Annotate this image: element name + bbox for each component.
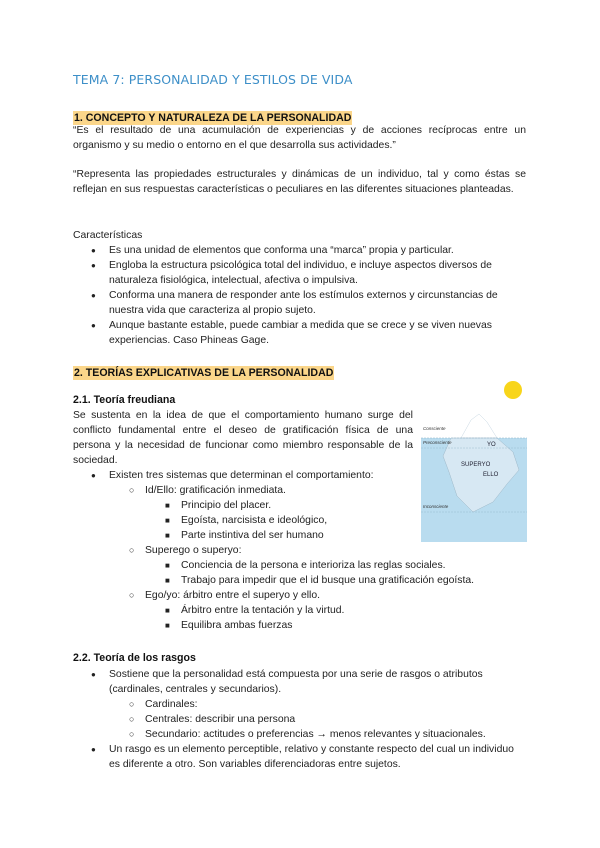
definition-quote-1: “Es el resultado de una acumulación de experiencias y de acciones recíprocas entre un organismo y su medio o entorno en el que desarrolla sus actividades.” [73,125,526,151]
sun-icon [504,381,522,399]
subsection-traits-heading: 2.2. Teoría de los rasgos [73,652,196,664]
characteristics-list [91,243,526,348]
definition-quote-2: “Representa las propiedades estructurales y dinámicas de un individuo, tal y como éstas se reflejan en sus respuestas características o peculiares en las diferentes situaciones planteadas. [73,169,526,195]
list-item: ○ Secundario: actitudes o preferencias → menos relevantes y situacionales. [129,727,527,742]
list-item: ■ Principio del placer. [165,498,551,513]
label-superyo: SUPERYO [461,462,491,468]
list-item: ■ Parte instintiva del ser humano [165,528,551,543]
list-item: ○ Superego o superyo: ■ Conciencia de la persona e interioriza las reglas sociales. ■ Trabajo para impedir que el id busque una gratificación egoísta. [129,543,551,588]
list-item: ○ Ego/yo: árbitro entre el superyo y ello. ■ Árbitro entre la tentación y la virtud. ■ Equilibra ambas fuerzas [129,588,551,633]
list-item: ● Engloba la estructura psicológica total del individuo, e incluye aspectos diversos de naturaleza fisiológica, intelectual, afectiva o impulsiva. [91,258,526,288]
label-yo: YO [487,442,496,448]
list-item: ○ Centrales: describir una persona [129,712,527,727]
list-item: ● Conforma una manera de responder ante los estímulos externos y circunstancias de nuestra vida que caracteriza al propio sujeto. [91,288,526,318]
label-inconsciente: Inconsciente [423,504,449,509]
list-item: ● Es una unidad de elementos que conforma una “marca” propia y particular. [91,243,526,258]
list-item: ■ Equilibra ambas fuerzas [165,618,551,633]
list-item: ■ Trabajo para impedir que el id busque una gratificación egoísta. [165,573,551,588]
label-ello: ELLO [483,472,499,478]
list-item: ■ Conciencia de la persona e interioriza las reglas sociales. [165,558,551,573]
document-title: TEMA 7: PERSONALIDAD Y ESTILOS DE VIDA [73,72,353,87]
list-item: ● Existen tres sistemas que determinan el comportamiento: ○ Id/Ello: gratificación inmediata. ■ Principio del placer. ■ Egoísta, narcisista e ideológico, ■ Parte instintiva del ser humano ○ Superego o superyo: ■ Conciencia de la persona e interioriza las reglas sociales. ■ Trabajo para impedir que el id busque una gratificación egoísta. ○ Ego/yo: árbitro entre el superyo y ello. ■ Árbitro entre la tentación y la virtud. ■ Equilibra ambas fuerzas [91,468,551,633]
iceberg-illustration [421,372,527,542]
subsection-freud-heading: 2.1. Teoría freudiana [73,394,176,406]
section-2-heading: 2. TEORÍAS EXPLICATIVAS DE LA PERSONALIDAD [74,367,334,379]
label-preconsciente: Preconsciente [423,440,452,445]
list-item: ● Sostiene que la personalidad está compuesta por una serie de rasgos o atributos (cardinales, centrales y secundarios). ○ Cardinales: ○ Centrales: describir una persona ○ Secundario: actitudes o preferencias → menos relevantes y situacionales. [91,667,527,742]
traits-list [91,667,527,772]
freud-text: Se sustenta en la idea de que el comportamiento humano surge del conflicto fundamental entre el deseo de gratificación física de una persona y la necesidad de funcionar como miembro responsable de la sociedad. [73,410,413,466]
section-1-heading: 1. CONCEPTO Y NATURALEZA DE LA PERSONALIDAD [74,112,352,124]
list-item: ● Un rasgo es un elemento perceptible, relativo y constante respecto del cual un individuo es diferente a otro. Son variables diferenciadoras entre sujetos. [91,742,527,772]
list-item: ■ Egoísta, narcisista e ideológico, [165,513,551,528]
list-item: ■ Árbitro entre la tentación y la virtud. [165,603,551,618]
characteristics-label: Características [73,230,143,241]
characteristics-block [73,228,526,348]
list-item: ○ Id/Ello: gratificación inmediata. ■ Principio del placer. ■ Egoísta, narcisista e ideológico, ■ Parte instintiva del ser humano [129,483,551,543]
label-consciente: Consciente [423,426,446,431]
list-item: ● Aunque bastante estable, puede cambiar a medida que se crece y se viven nuevas experiencias. Caso Phineas Gage. [91,318,526,348]
list-item: ○ Cardinales: [129,697,527,712]
